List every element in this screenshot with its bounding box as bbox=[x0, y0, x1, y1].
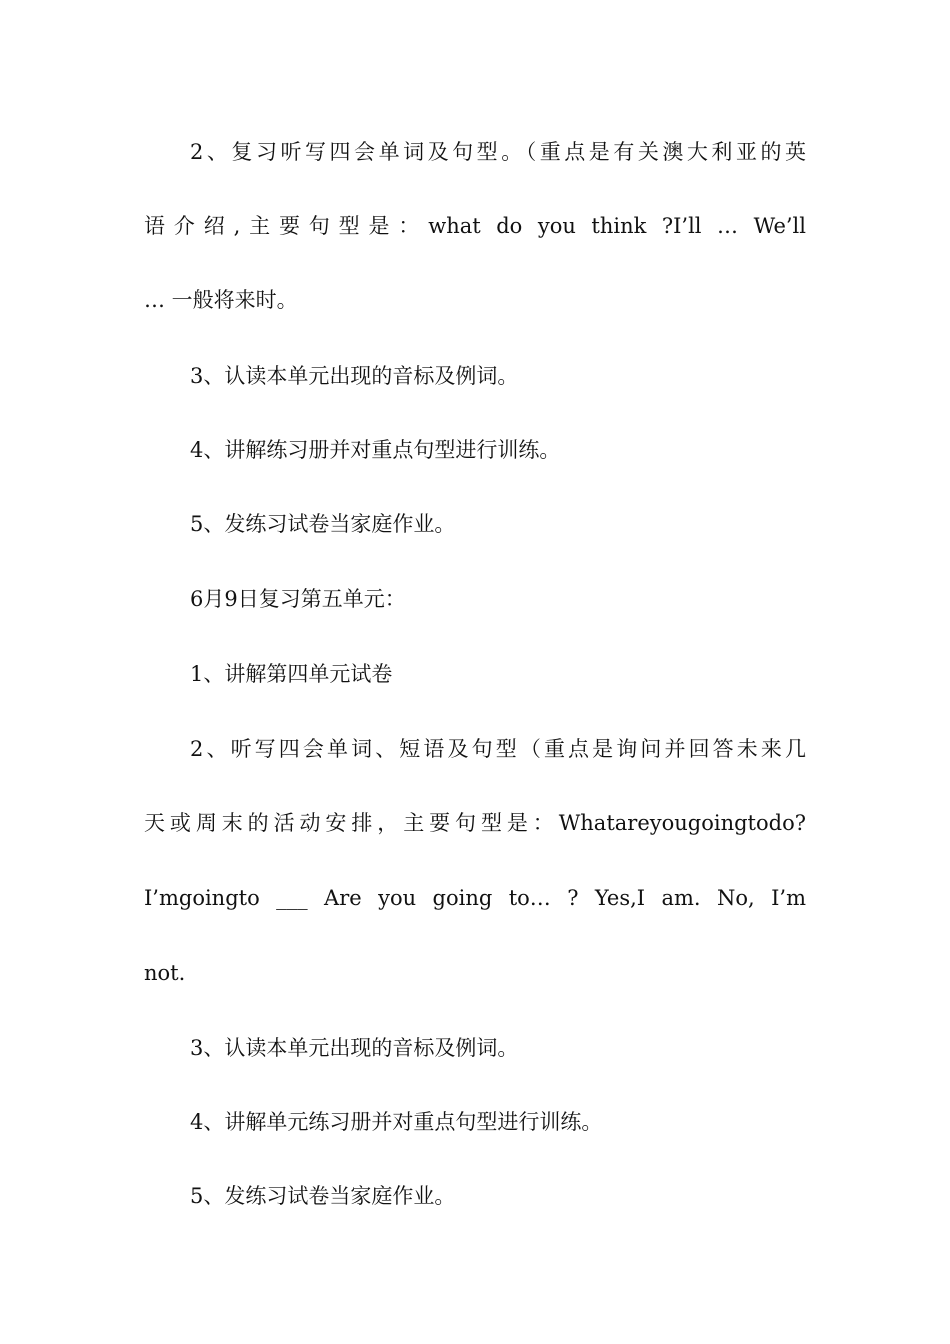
text-line-3: … 一般将来时。 bbox=[144, 288, 298, 312]
text-line-4: 3、认读本单元出现的音标及例词。 bbox=[190, 364, 519, 388]
text-line-8: 1、讲解第四单元试卷 bbox=[190, 662, 393, 686]
text-line-10: 天或周末的活动安排，主要句型是：Whatareyougoingtodo? bbox=[144, 811, 806, 835]
text-line-5: 4、讲解练习册并对重点句型进行训练。 bbox=[190, 438, 561, 462]
text-line-11: I’mgoingto ___ Are you going to… ? Yes,I am. No, I’m bbox=[144, 886, 806, 910]
text-line-7: 6月9日复习第五单元： bbox=[190, 587, 406, 611]
text-line-6: 5、发练习试卷当家庭作业。 bbox=[190, 512, 456, 536]
text-line-1: 2、复习听写四会单词及句型。（重点是有关澳大利亚的英 bbox=[190, 140, 806, 164]
text-line-9: 2、听写四会单词、短语及句型（重点是询问并回答未来几 bbox=[190, 737, 806, 761]
text-line-13: 3、认读本单元出现的音标及例词。 bbox=[190, 1036, 519, 1060]
text-line-15: 5、发练习试卷当家庭作业。 bbox=[190, 1184, 456, 1208]
text-line-14: 4、讲解单元练习册并对重点句型进行训练。 bbox=[190, 1110, 603, 1134]
text-line-2: 语介绍,主要句型是：what do you think ?I’ll … We’ll bbox=[144, 214, 806, 238]
text-line-12: not. bbox=[144, 961, 186, 985]
